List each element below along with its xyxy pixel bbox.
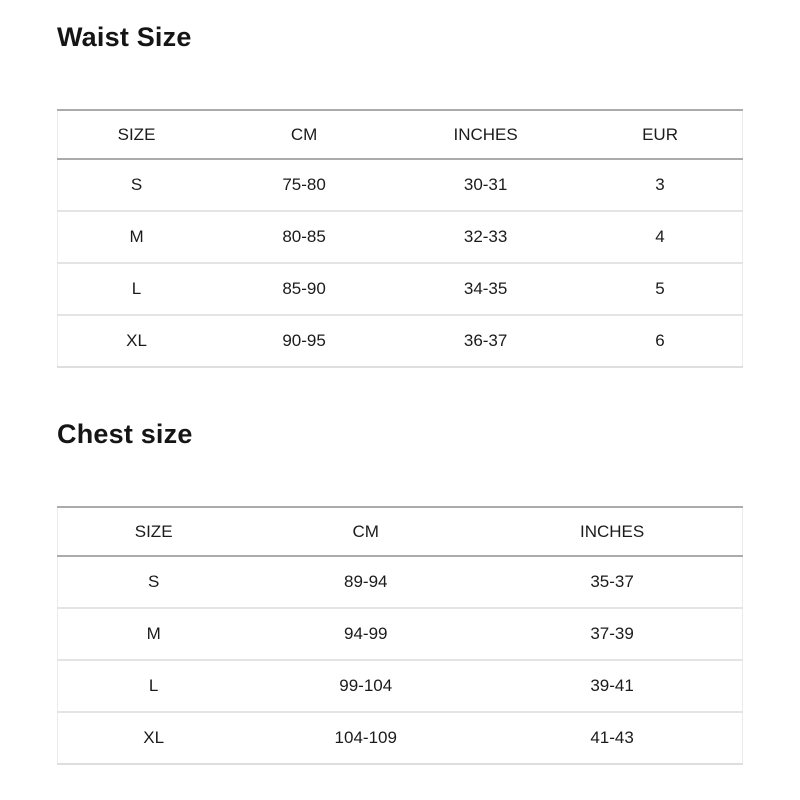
chest-size-heading: Chest size — [57, 419, 193, 449]
table-cell: 30-31 — [463, 175, 508, 194]
waist-size-section — [57, 21, 743, 368]
table-cell: 85-90 — [215, 263, 393, 315]
column-header: SIZE — [58, 507, 250, 556]
table-row — [58, 211, 743, 263]
table-cell: XL — [58, 315, 216, 367]
table-cell: 39-41 — [482, 660, 742, 712]
table-cell: 99-104 — [249, 660, 482, 712]
table-cell: 80-85 — [215, 211, 393, 263]
table-cell: 34-35 — [393, 263, 578, 315]
chest-size-section — [57, 418, 743, 765]
table-cell: 90-95 — [215, 315, 393, 367]
column-header: EUR — [578, 110, 742, 159]
column-header: CM — [249, 507, 482, 556]
table-cell: 41-43 — [482, 712, 742, 764]
table-cell: 32-33 — [393, 211, 578, 263]
table-cell: 3 — [655, 175, 665, 194]
table-cell: XL — [58, 712, 250, 764]
table-cell: L — [58, 660, 250, 712]
table-cell: 4 — [578, 211, 742, 263]
table-cell: L — [58, 263, 216, 315]
table-cell: 6 — [578, 315, 742, 367]
table-cell: S — [147, 572, 160, 591]
column-header: SIZE — [58, 110, 216, 159]
table-row — [58, 608, 743, 660]
table-cell: 36-37 — [393, 315, 578, 367]
table-row — [58, 660, 743, 712]
table-cell: 104-109 — [249, 712, 482, 764]
table-cell: 5 — [578, 263, 742, 315]
table-header-row — [58, 110, 743, 159]
table-cell: 94-99 — [249, 608, 482, 660]
table-header-row — [58, 507, 743, 556]
table-cell: 37-39 — [482, 608, 742, 660]
chest-size-table — [57, 506, 743, 765]
table-row — [58, 159, 743, 211]
table-cell: 89-94 — [344, 572, 388, 591]
table-cell: 35-37 — [590, 572, 634, 591]
waist-size-heading: Waist Size — [57, 22, 192, 52]
table-cell: 75-80 — [282, 175, 326, 194]
table-row — [58, 712, 743, 764]
waist-size-table — [57, 109, 743, 368]
table-cell: S — [130, 175, 143, 194]
table-row — [58, 315, 743, 367]
table-row — [58, 263, 743, 315]
table-cell: M — [58, 608, 250, 660]
table-cell: M — [58, 211, 216, 263]
column-header: INCHES — [482, 507, 742, 556]
table-row — [58, 556, 743, 608]
column-header: CM — [215, 110, 393, 159]
column-header: INCHES — [393, 110, 578, 159]
